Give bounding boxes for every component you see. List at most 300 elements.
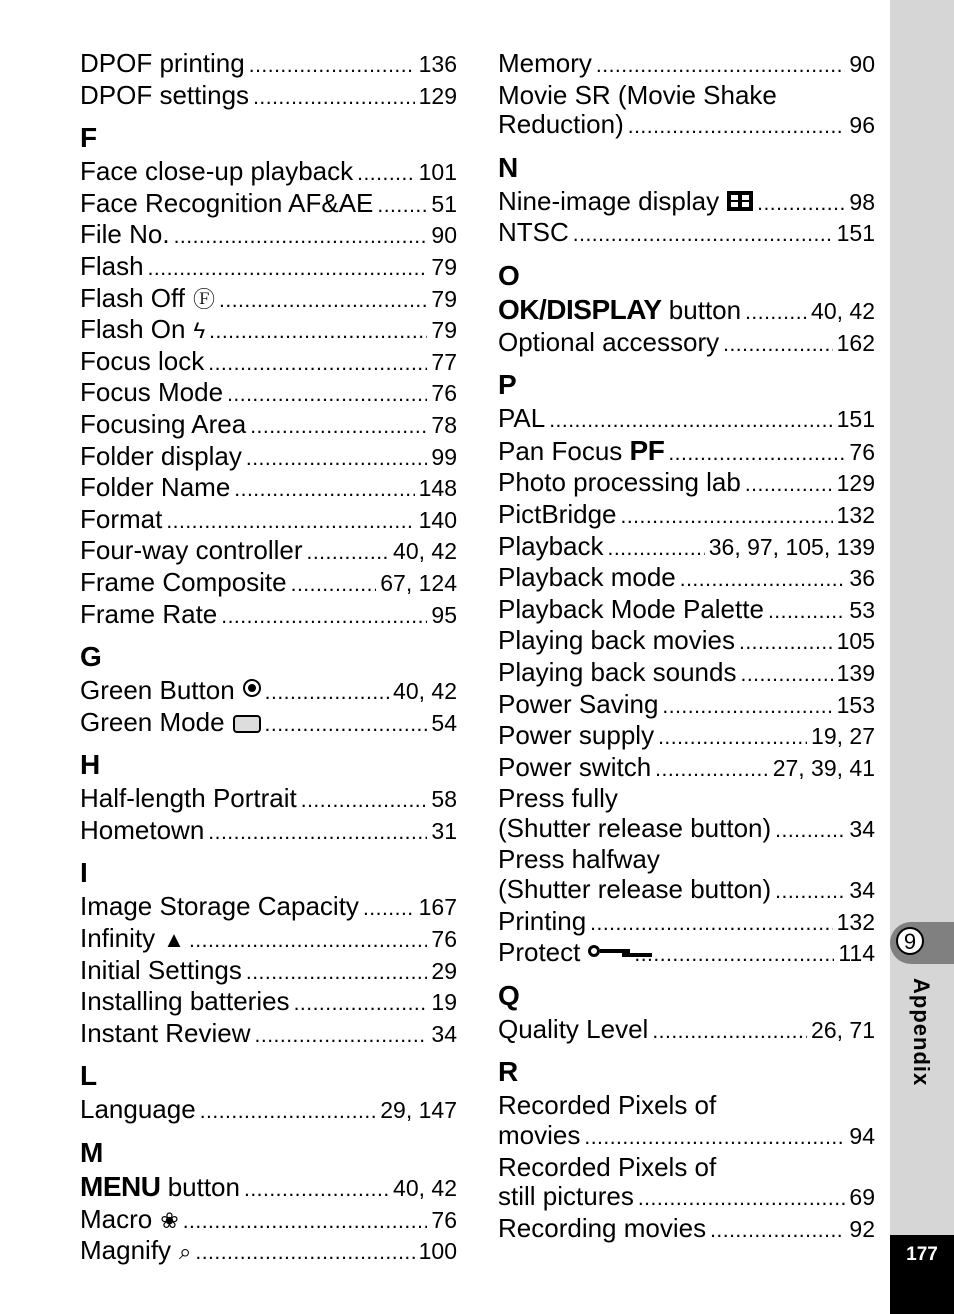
dot-leader [710, 1216, 845, 1246]
index-entry-term [80, 816, 204, 846]
index-section-letter: R [498, 1056, 519, 1088]
index-entry-page: 76 [431, 1206, 457, 1233]
index-entry-page: 76 [431, 380, 457, 407]
index-entry [498, 721, 875, 753]
index-entry [498, 875, 875, 907]
index-entry-text: DPOF printing [80, 48, 245, 78]
index-entry-term [80, 568, 287, 598]
index-entry-term [498, 468, 741, 498]
dot-leader [668, 439, 845, 469]
index-entry-text: Installing batteries [80, 986, 290, 1017]
flash-off-icon: Ⓕ [193, 286, 216, 312]
index-entry [80, 1019, 457, 1051]
index-entry-term [80, 189, 373, 219]
index-entry-text: (Shutter release button) [498, 812, 772, 843]
index-entry-text: Initial Settings [80, 954, 242, 985]
index-section-letter: M [80, 1137, 104, 1169]
index-entry [80, 284, 457, 316]
index-entry-label-line: Recorded Pixels of [498, 1151, 717, 1182]
index-entry-text: Magnify [80, 1235, 172, 1266]
index-entry-page: 167 [418, 894, 457, 921]
nine-image-icon [727, 191, 753, 211]
index-entry-page: 34 [849, 877, 875, 904]
index-entry-text: Printing [498, 905, 587, 936]
index-entry-page: 69 [849, 1184, 875, 1211]
index-entry-page: 27, 39, 41 [772, 754, 875, 781]
index-entry-text: Power supply [498, 720, 655, 751]
index-entry-term [80, 157, 353, 187]
index-entry-text: Macro [80, 1203, 153, 1234]
index-entry-term [498, 187, 753, 217]
index-entry-text: button [167, 1172, 240, 1203]
index-entry-term [498, 110, 624, 140]
index-entry-term [498, 690, 658, 720]
index-entry [80, 676, 457, 708]
dot-leader [745, 470, 833, 500]
index-entry-page: 132 [836, 501, 875, 528]
index-entry-term [498, 532, 604, 562]
index-entry-term [80, 600, 217, 630]
dot-leader [195, 1238, 414, 1268]
index-entry-text: Hometown [80, 814, 205, 845]
dot-leader [584, 1123, 845, 1153]
dot-leader [768, 597, 845, 627]
chapter-number: 9 [896, 927, 924, 955]
index-section-letter: F [80, 122, 98, 154]
index-entry [80, 784, 457, 816]
index-section-letter: L [80, 1060, 98, 1092]
index-entry-page: 76 [849, 438, 875, 465]
index-entry [80, 987, 457, 1019]
dot-leader [221, 602, 427, 632]
index-entry [80, 315, 457, 347]
dot-leader [265, 678, 389, 708]
index-entry-page: 51 [431, 190, 457, 217]
index-entry [80, 600, 457, 632]
index-entry [498, 328, 875, 360]
index-entry-page: 36, 97, 105, 139 [708, 533, 875, 560]
dot-leader [739, 628, 833, 658]
index-entry-text: Photo processing lab [498, 467, 741, 498]
index-column-left [80, 49, 457, 1268]
index-entry-term [80, 378, 223, 408]
dot-leader [658, 723, 807, 753]
index-entry-text: Language [80, 1094, 196, 1125]
index-entry-term [80, 315, 205, 346]
index-entry-text: PAL [498, 403, 546, 434]
index-entry-text: Focus Mode [80, 377, 224, 408]
index-entry [80, 442, 457, 474]
index-entry-page: 40, 42 [393, 538, 457, 565]
index-entry-page: 105 [836, 628, 875, 655]
index-entry [498, 532, 875, 564]
index-entry-page: 19 [431, 989, 457, 1016]
dot-leader [253, 83, 415, 113]
index-entry [498, 814, 875, 846]
index-entry-text: Face close-up playback [80, 156, 354, 187]
dot-leader [209, 317, 427, 347]
index-entry [498, 595, 875, 627]
index-entry-term [498, 218, 569, 248]
dot-leader [680, 565, 846, 595]
index-entry-term [80, 220, 170, 250]
dot-leader [662, 692, 832, 722]
dot-leader [246, 958, 428, 988]
index-entry-text: Playing back movies [498, 625, 735, 656]
index-entry-page: 77 [431, 348, 457, 375]
index-entry-term [80, 442, 242, 472]
index-entry-page: 90 [849, 51, 875, 77]
index-entry [498, 938, 875, 970]
index-entry-text: Folder Name [80, 472, 231, 503]
dot-leader [301, 786, 428, 816]
index-entry-text: Image Storage Capacity [80, 891, 359, 922]
index-entry-page: 98 [849, 188, 875, 215]
dot-leader [363, 894, 415, 924]
index-entry-page: 101 [418, 159, 457, 186]
index-entry-term [498, 1182, 634, 1212]
index-section-letter: P [498, 369, 517, 401]
index-entry-term [80, 284, 215, 315]
dot-leader [775, 877, 845, 907]
index-entry [498, 218, 875, 250]
index-entry [498, 658, 875, 690]
index-entry [80, 473, 457, 505]
index-entry [498, 436, 875, 469]
index-entry-page: 34 [431, 1020, 457, 1047]
dot-leader [634, 940, 834, 970]
index-entry-term [498, 626, 735, 656]
index-entry-term [498, 753, 651, 783]
index-entry-page: 34 [849, 815, 875, 842]
index-entry [80, 347, 457, 379]
dot-leader [652, 1017, 807, 1047]
index-entry-term [80, 784, 297, 814]
index-entry [498, 187, 875, 219]
index-entry [80, 924, 457, 956]
index-entry-term [80, 1172, 240, 1203]
index-entry [80, 1095, 457, 1127]
index-entry-page: 136 [418, 51, 457, 77]
index-entry-text: Flash On [80, 314, 186, 345]
index-entry-text: Nine-image display [498, 185, 720, 216]
dot-leader [357, 159, 414, 189]
index-entry-term [498, 404, 545, 434]
index-entry-page: 100 [418, 1238, 457, 1265]
index-entry-term [498, 49, 592, 79]
index-entry [498, 753, 875, 785]
index-entry-text: Playback [498, 530, 604, 561]
index-entry-term [80, 708, 261, 738]
index-entry-text: movies [498, 1120, 581, 1151]
index-entry-text: Focusing Area [80, 408, 247, 439]
index-entry [498, 468, 875, 500]
index-entry-term [498, 658, 736, 688]
index-entry [498, 1214, 875, 1246]
page-number-box [890, 1235, 954, 1314]
index-entry-label-line: Press fully [498, 783, 618, 814]
index-entry-text: Face Recognition AF&AE [80, 187, 374, 218]
green-mode-icon [233, 715, 261, 733]
index-entry-page: 78 [431, 411, 457, 438]
index-entry [80, 1236, 457, 1268]
index-entry [80, 892, 457, 924]
chapter-tab [890, 922, 954, 964]
index-entry [498, 1121, 875, 1153]
index-entry [498, 49, 875, 81]
index-entry-text: Playing back sounds [498, 656, 737, 687]
index-entry-text: PictBridge [498, 498, 617, 529]
index-entry [80, 81, 457, 113]
index-entry-text: Format [80, 503, 163, 534]
index-entry [80, 378, 457, 410]
dot-leader [208, 349, 427, 379]
index-entry-page: 151 [836, 220, 875, 247]
index-entry [80, 816, 457, 848]
index-entry-term [498, 295, 741, 326]
index-entry-page: 40, 42 [393, 1175, 457, 1202]
index-entry [80, 49, 457, 81]
dot-leader [723, 330, 833, 360]
index-entry-term [80, 252, 144, 282]
index-entry [498, 563, 875, 595]
index-entry-text: File No. [80, 219, 170, 250]
index-entry-term [80, 924, 185, 955]
index-entry-text: button [668, 294, 742, 325]
index-entry-page: 36 [849, 565, 875, 592]
index-section-letter: G [80, 641, 102, 673]
index-entry-page: 19, 27 [811, 723, 875, 750]
index-entry-term [498, 1214, 706, 1244]
index-entry-page: 153 [836, 691, 875, 718]
index-entry-term [498, 328, 719, 358]
index-entry-term [498, 563, 676, 593]
infinity-mountain-icon: ▲ [163, 927, 185, 953]
dot-leader [148, 254, 428, 284]
index-entry [80, 536, 457, 568]
index-entry-page: 139 [836, 659, 875, 686]
index-entry-text: Playback Mode Palette [498, 593, 764, 624]
index-entry-term [80, 536, 303, 566]
index-entry [498, 626, 875, 658]
index-entry-text: Green Mode [80, 706, 225, 737]
dot-leader [757, 189, 845, 219]
index-entry [498, 500, 875, 532]
dot-leader [294, 989, 428, 1019]
index-entry-text: Memory [498, 48, 592, 78]
index-entry [80, 157, 457, 189]
dot-leader [740, 660, 832, 690]
dot-leader [265, 710, 428, 740]
dot-leader [638, 1184, 846, 1214]
index-entry-page: 92 [849, 1215, 875, 1242]
index-entry-text: Flash Off [80, 282, 186, 313]
index-entry [80, 1172, 457, 1205]
index-entry-page: 132 [836, 908, 875, 935]
green-button-icon [243, 679, 261, 697]
index-entry-text: NTSC [498, 217, 569, 248]
dot-leader [596, 51, 846, 81]
index-entry-page: 54 [431, 709, 457, 736]
index-entry-text: Recording movies [498, 1212, 707, 1243]
index-entry-page: 99 [431, 443, 457, 470]
dot-leader [234, 475, 414, 505]
button-name-label: MENU [80, 1171, 161, 1203]
dot-leader [189, 926, 427, 956]
index-entry [498, 1015, 875, 1047]
index-entry-term [80, 505, 162, 535]
index-entry-term [498, 595, 764, 625]
index-entry-term [80, 49, 245, 79]
index-entry-page: 95 [431, 601, 457, 628]
pan-focus-symbol: PF [629, 434, 665, 466]
index-entry-text: Focus lock [80, 345, 205, 376]
index-entry-text: Power switch [498, 751, 652, 782]
index-entry-term [80, 410, 246, 440]
chapter-sidebar [890, 0, 954, 1314]
index-entry-page: 58 [431, 786, 457, 813]
index-entry-page: 79 [431, 285, 457, 312]
button-name-label: OK/DISPLAY [498, 293, 662, 325]
index-entry-page: 96 [849, 112, 875, 139]
dot-leader [608, 534, 705, 564]
index-entry [80, 410, 457, 442]
index-entry-text: Four-way controller [80, 535, 303, 566]
index-entry [80, 1205, 457, 1237]
index-entry-text: Reduction) [498, 109, 624, 140]
index-entry-page: 114 [838, 940, 875, 967]
index-column-right [498, 49, 875, 1245]
protect-key-icon [588, 945, 630, 959]
index-entry-page: 40, 42 [393, 678, 457, 705]
dot-leader [628, 112, 846, 142]
index-entry-term [80, 1019, 251, 1049]
dot-leader [183, 1207, 428, 1237]
dot-leader [249, 51, 415, 81]
index-entry-page: 53 [849, 596, 875, 623]
dot-leader [549, 406, 832, 436]
index-entry-term [80, 1095, 196, 1125]
index-entry [80, 505, 457, 537]
chapter-title: Appendix [909, 978, 934, 1087]
index-entry-page: 129 [418, 82, 457, 109]
index-entry-page: 67, 124 [380, 569, 457, 596]
index-entry-term [80, 956, 242, 986]
index-entry [498, 1182, 875, 1214]
dot-leader [590, 909, 832, 939]
dot-leader [377, 191, 427, 221]
index-entry [80, 189, 457, 221]
index-entry-term [498, 721, 654, 751]
dot-leader [166, 507, 414, 537]
index-entry-term [80, 676, 261, 706]
index-entry-term [80, 347, 204, 377]
index-entry-text: (Shutter release button) [498, 874, 772, 905]
index-section-letter: N [498, 151, 519, 183]
index-entry [80, 956, 457, 988]
index-entry-page: 129 [836, 470, 875, 497]
index-entry-term [80, 1236, 191, 1267]
index-entry-page: 29, 147 [380, 1097, 457, 1124]
dot-leader [745, 298, 807, 328]
dot-leader [621, 502, 833, 532]
dot-leader [655, 755, 769, 785]
index-entry-page: 148 [418, 475, 457, 502]
index-entry-page: 79 [431, 253, 457, 280]
dot-leader [775, 816, 845, 846]
index-entry-page: 26, 71 [811, 1016, 875, 1043]
index-entry-term [498, 500, 617, 530]
index-entry-term [498, 1121, 580, 1151]
index-entry-text: Folder display [80, 440, 242, 471]
index-entry-term [80, 892, 359, 922]
index-entry-text: Quality Level [498, 1013, 649, 1044]
index-entry-text: Flash [80, 250, 144, 281]
dot-leader [307, 538, 390, 568]
index-entry-term [80, 81, 249, 111]
dot-leader [174, 222, 428, 252]
index-entry [80, 252, 457, 284]
index-entry-label-line: Movie SR (Movie Shake [498, 79, 777, 110]
dot-leader [219, 286, 427, 316]
macro-flower-icon: ❀ [160, 1207, 179, 1233]
index-entry-page: 76 [431, 926, 457, 953]
index-entry-page: 94 [849, 1123, 875, 1150]
page-number: 177 [906, 1244, 938, 1265]
index-entry [80, 568, 457, 600]
index-entry-term [80, 473, 230, 503]
index-entry [498, 295, 875, 328]
index-entry-term [80, 987, 290, 1017]
index-entry-text: Optional accessory [498, 326, 720, 357]
flash-on-icon: ϟ [193, 318, 206, 344]
index-entry [498, 110, 875, 142]
dot-leader [250, 412, 427, 442]
index-entry-term [498, 436, 664, 467]
index-entry-page: 140 [418, 506, 457, 533]
index-entry-text: Infinity [80, 923, 156, 954]
index-section-letter: H [80, 749, 101, 781]
index-entry-text: Half-length Portrait [80, 783, 297, 814]
dot-leader [227, 380, 427, 410]
index-section-letter: I [80, 857, 88, 889]
index-entry-label-line: Recorded Pixels of [498, 1090, 717, 1121]
index-entry-text: Pan Focus [498, 435, 623, 466]
index-entry-text: Playback mode [498, 562, 676, 593]
index-entry-term [498, 907, 586, 937]
dot-leader [573, 220, 833, 250]
index-entry-page: 29 [431, 957, 457, 984]
dot-leader [246, 444, 428, 474]
index-entry-text: DPOF settings [80, 79, 250, 110]
index-entry-page: 79 [431, 317, 457, 344]
dot-leader [291, 570, 377, 600]
index-entry-text: Protect [498, 937, 581, 968]
index-entry-text: Frame Rate [80, 598, 218, 629]
index-entry [498, 690, 875, 722]
index-section-letter: O [498, 259, 520, 291]
index-entry-text: Green Button [80, 675, 235, 706]
dot-leader [255, 1021, 428, 1051]
index-entry-page: 40, 42 [811, 297, 875, 324]
magnify-icon: ⌕ [179, 1239, 192, 1265]
index-entry-term [498, 1015, 648, 1045]
index-entry [80, 220, 457, 252]
index-section-letter: Q [498, 979, 520, 1011]
index-entry-text: Power Saving [498, 688, 659, 719]
index-entry-text: Instant Review [80, 1017, 251, 1048]
index-entry-page: 90 [431, 222, 457, 249]
